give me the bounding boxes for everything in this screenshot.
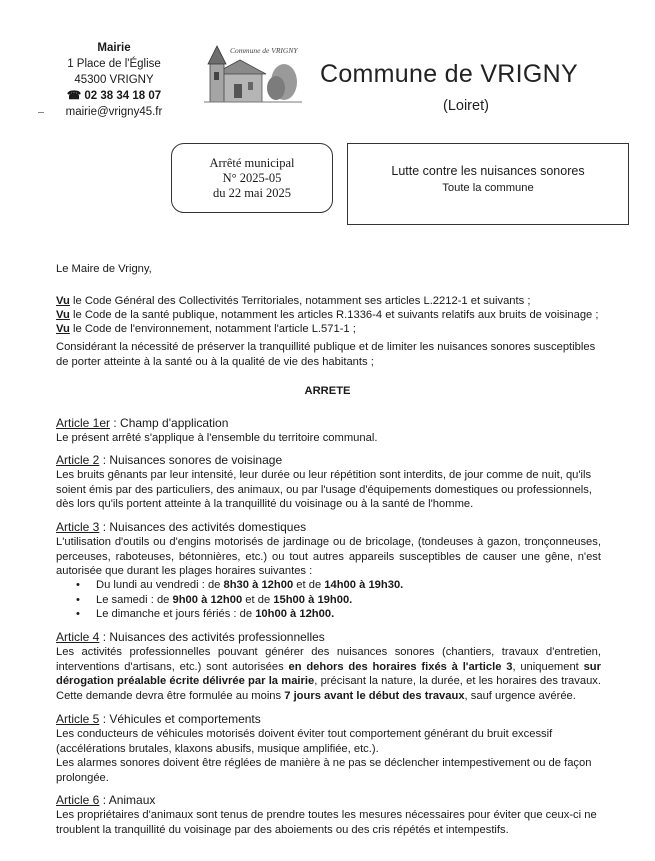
vu-line-2	[56, 308, 598, 323]
address-line2: 45300 VRIGNY	[74, 74, 154, 86]
article-5-heading	[56, 712, 261, 726]
article-5-text-1: Les conducteurs de véhicules motorisés doivent éviter tout comportement générant du bruit excessif (accélérations brutales, klaxons abusifs, musique amplifiée, etc.).	[56, 728, 553, 755]
subject-subtitle: Toute la commune	[442, 182, 534, 194]
logo-text: Commune de VRIGNY	[230, 46, 298, 55]
arrete-type: Arrêté municipal	[209, 155, 295, 170]
article-4-heading	[56, 630, 325, 644]
arrete-date: du 22 mai 2025	[212, 185, 292, 200]
arrete-reference-box	[171, 143, 333, 213]
article-title: : Animaux	[99, 793, 156, 807]
article-3-heading	[56, 520, 306, 534]
article-6-heading	[56, 793, 155, 807]
address-line1: 1 Place de l'Église	[67, 58, 161, 70]
vu-line-3	[56, 322, 356, 337]
article-title: : Nuisances sonores de voisinage	[99, 453, 283, 467]
article-4-text: Les activités professionnelles pouvant générer des nuisances sonores (chantiers, travaux d'entretien, interventions d'artisans, etc.) sont autorisées en dehors des horaires fixés à l'article 3, uniquement sur dérogation préalable écrite délivrée par la mairie, précisant la nature, la durée, et les horaires des travaux. Cette demande devra être formulée au moins 7 jours avant le début des travaux, sauf urgence avérée.	[56, 646, 602, 702]
article-3-text: L'utilisation d'outils ou d'engins motorisés de jardinage ou de bricolage, (tondeuses à gazon, tronçonneuses, perceuses, raboteuses, bétonnières, etc.) ou tout autres appareils susceptibles de causer une gêne, n'est autorisée que durant les plages horaires suivantes :	[56, 536, 601, 577]
vu-text: le Code de la santé publique, notamment les articles R.1336-4 et suivants relatifs aux bruits de voisinage ;	[69, 309, 599, 321]
article-5-text-2: Les alarmes sonores doivent être réglées de manière à ne pas se déclencher intempestivement ou de façon prolongée.	[56, 757, 592, 784]
commune-title: Commune de VRIGNY	[320, 60, 578, 88]
vu-label: Vu	[56, 295, 70, 307]
hours-sunday: • Le dimanche et jours fériés : de 10h00 à 12h00.	[56, 607, 596, 622]
article-2-text: Les bruits gênants par leur intensité, leur durée ou leur répétition sont interdits, de jour comme de nuit, qu'ils soient émis par des particuliers, des animaux, ou par l'usage d'équipements domestiques ou professionnels, dès lors qu'ils portent atteinte à la tranquillité du voisinage ou à la santé de l'homme.	[56, 469, 592, 510]
subject-box	[347, 143, 629, 225]
article-label: Article 4	[56, 630, 100, 644]
article-label: Article 3	[56, 520, 100, 534]
intro-line: Le Maire de Vrigny,	[56, 263, 152, 275]
hours-weekdays: • Du lundi au vendredi : de 8h30 à 12h00 et de 14h00 à 19h30.	[56, 578, 596, 593]
article-label: Article 5	[56, 712, 100, 726]
phone-number: ☎ 02 38 34 18 07	[66, 90, 162, 102]
considerant-paragraph: Considérant la nécessité de préserver la tranquillité publique et de limiter les nuisances sonores susceptibles de porter atteinte à la santé ou à la qualité de vie des habitants ;	[56, 341, 596, 368]
article-1-text: Le présent arrêté s'applique à l'ensemble du territoire communal.	[56, 432, 378, 444]
article-label: Article 6	[56, 793, 100, 807]
email-address: mairie@vrigny45.fr	[48, 104, 180, 120]
vu-line-1	[56, 294, 530, 309]
arrete-heading: ARRETE	[304, 385, 351, 397]
article-title: : Véhicules et comportements	[99, 712, 261, 726]
article-label: Article 2	[56, 453, 100, 467]
hours-list	[56, 578, 596, 622]
mairie-label: Mairie	[97, 42, 131, 54]
article-title: : Nuisances des activités professionnelles	[99, 630, 325, 644]
article-title: : Nuisances des activités domestiques	[99, 520, 307, 534]
vu-text: le Code Général des Collectivités Territoriales, notamment ses articles L.2212-1 et suivants ;	[69, 295, 531, 307]
vu-label: Vu	[56, 309, 70, 321]
article-2-heading	[56, 453, 282, 467]
hours-saturday: • Le samedi : de 9h00 à 12h00 et de 15h00 à 19h00.	[56, 593, 596, 608]
arrete-number: N° 2025-05	[222, 170, 282, 185]
mairie-contact-block	[48, 40, 180, 120]
commune-subtitle: (Loiret)	[443, 98, 489, 114]
vu-label: Vu	[56, 323, 70, 335]
article-6-text: Les propriétaires d'animaux sont tenus de prendre toutes les mesures nécessaires pour éviter que ceux-ci ne troublent la tranquillité du voisinage par des aboiements ou des cris répétés et intempestifs.	[56, 809, 597, 836]
vu-text: le Code de l'environnement, notamment l'article L.571-1 ;	[69, 323, 356, 335]
article-1-heading	[56, 416, 228, 430]
article-label: Article 1er	[56, 416, 111, 430]
subject-title: Lutte contre les nuisances sonores	[391, 164, 585, 178]
article-title: : Champ d'application	[110, 416, 229, 430]
commune-logo	[204, 44, 302, 108]
